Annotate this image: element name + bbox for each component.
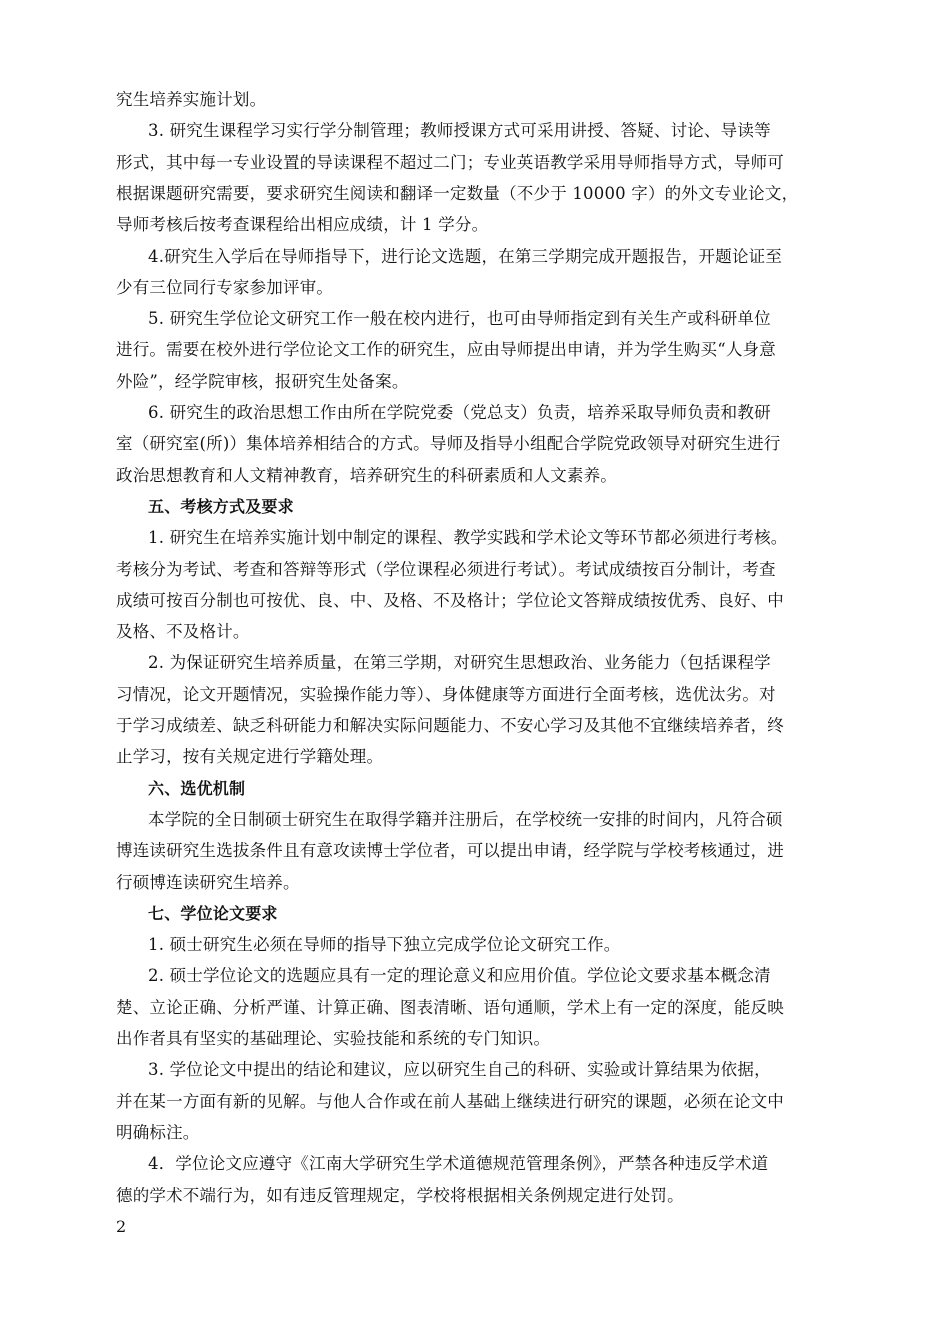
- text-line: 本学院的全日制硕士研究生在取得学籍并注册后，在学校统一安排的时间内，凡符合硕: [148, 810, 783, 829]
- text-line: 外险”，经学院审核，报研究生处备案。: [116, 372, 409, 391]
- text-line: 2. 为保证研究生培养质量，在第三学期，对研究生思想政治、业务能力（包括课程学: [148, 653, 771, 672]
- text-line: 及格、不及格计。: [116, 622, 250, 641]
- section-heading: 七、学位论文要求: [148, 904, 278, 923]
- text-line: 政治思想教育和人文精神教育，培养研究生的科研素质和人文素养。: [116, 466, 617, 485]
- text-line: 少有三位同行专家参加评审。: [116, 278, 334, 297]
- text-line: 1. 研究生在培养实施计划中制定的课程、教学实践和学术论文等环节都必须进行考核。: [148, 528, 788, 547]
- text-line: 行硕博连读研究生培养。: [116, 873, 300, 892]
- text-line: 1. 硕士研究生必须在导师的指导下独立完成学位论文研究工作。: [148, 935, 621, 954]
- text-line: 究生培养实施计划。: [116, 90, 267, 109]
- text-line: 室（研究室(所)）集体培养相结合的方式。导师及指导小组配合学院党政领导对研究生进行: [116, 434, 781, 453]
- text-line: 导师考核后按考查课程给出相应成绩，计 1 学分。: [116, 215, 489, 234]
- text-line: 德的学术不端行为，如有违反管理规定，学校将根据相关条例规定进行处罚。: [116, 1186, 684, 1205]
- text-line: 出作者具有坚实的基础理论、实验技能和系统的专门知识。: [116, 1029, 551, 1048]
- section-heading: 五、考核方式及要求: [148, 497, 294, 516]
- text-line: 习情况，论文开题情况，实验操作能力等）、身体健康等方面进行全面考核，选优汰劣。对: [116, 685, 776, 704]
- section-heading: 六、选优机制: [148, 779, 246, 798]
- text-line: 进行。需要在校外进行学位论文工作的研究生，应由导师提出申请，并为学生购买“人身意: [116, 340, 776, 359]
- text-line: 止学习，按有关规定进行学籍处理。: [116, 747, 384, 766]
- text-line: 博连读研究生选拔条件且有意攻读博士学位者，可以提出申请，经学院与学校考核通过，进: [116, 841, 784, 860]
- text-line: 4．学位论文应遵守《江南大学研究生学术道德规范管理条例》，严禁各种违反学术道: [148, 1154, 769, 1173]
- text-line: 成绩可按百分制也可按优、良、中、及格、不及格计；学位论文答辩成绩按优秀、良好、中: [116, 591, 784, 610]
- text-line: 并在某一方面有新的见解。与他人合作或在前人基础上继续进行研究的课题，必须在论文中: [116, 1092, 784, 1111]
- text-line: 2. 硕士学位论文的选题应具有一定的理论意义和应用价值。学位论文要求基本概念清: [148, 966, 771, 985]
- page-number: 2: [116, 1217, 127, 1236]
- text-line: 根据课题研究需要，要求研究生阅读和翻译一定数量（不少于 10000 字）的外文专业论文，: [116, 184, 799, 203]
- text-line: 于学习成绩差、缺乏科研能力和解决实际问题能力、不安心学习及其他不宜继续培养者，终: [116, 716, 784, 735]
- text-line: 形式，其中每一专业设置的导读课程不超过二门；专业英语教学采用导师指导方式，导师可: [116, 153, 784, 172]
- text-line: 明确标注。: [116, 1123, 200, 1142]
- text-line: 考核分为考试、考查和答辩等形式（学位课程必须进行考试）。考试成绩按百分制计，考查: [116, 560, 776, 579]
- text-line: 6. 研究生的政治思想工作由所在学院党委（党总支）负责，培养采取导师负责和教研: [148, 403, 771, 422]
- text-line: 4.研究生入学后在导师指导下，进行论文选题，在第三学期完成开题报告，开题论证至: [148, 247, 783, 266]
- text-line: 5. 研究生学位论文研究工作一般在校内进行，也可由导师指定到有关生产或科研单位: [148, 309, 771, 328]
- text-line: 3. 学位论文中提出的结论和建议，应以研究生自己的科研、实验或计算结果为依据，: [148, 1060, 771, 1079]
- text-line: 3. 研究生课程学习实行学分制管理；教师授课方式可采用讲授、答疑、讨论、导读等: [148, 121, 771, 140]
- text-line: 楚、立论正确、分析严谨、计算正确、图表清晰、语句通顺，学术上有一定的深度，能反映: [116, 998, 784, 1017]
